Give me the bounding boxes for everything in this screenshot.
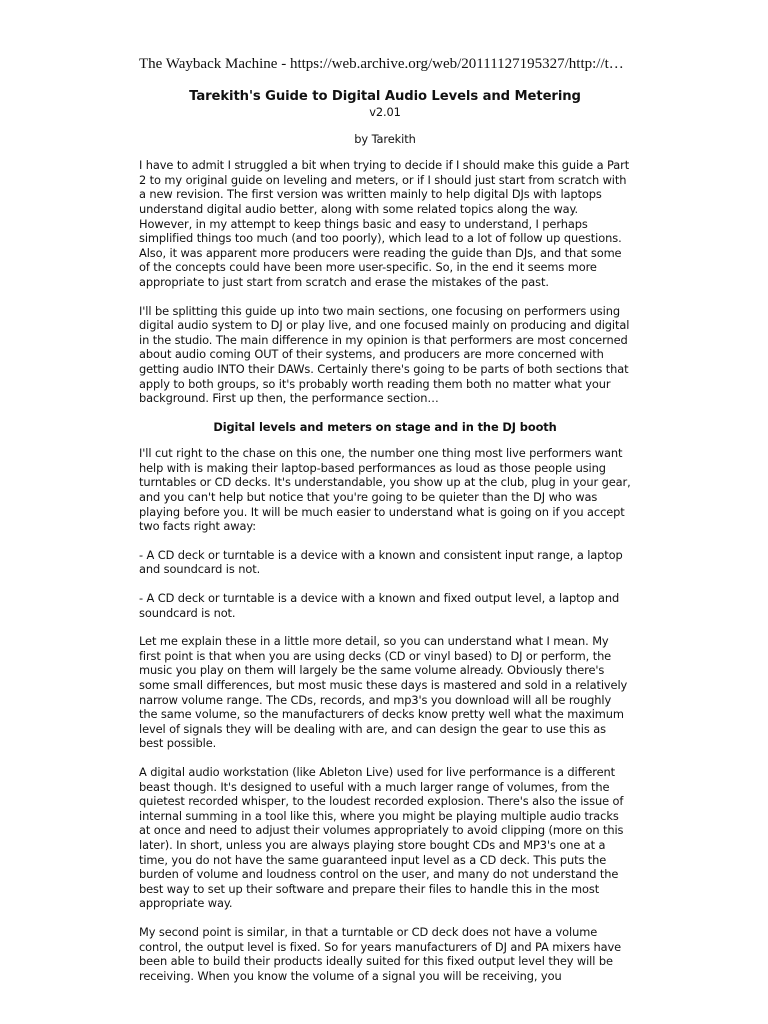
document-version: v2.01 <box>369 105 401 119</box>
section-paragraph: Let me explain these in a little more detail, so you can understand what I mean. My first point is that when you are using decks (CD or vinyl based) to DJ or perform, the music you play on them will largely be the same volume already. Obviously there's some small differences, but most music these days is mastered and sold in a relatively narrow volume range. The CDs, records, and mp3's you download will all be roughly the same volume, so the manufacturers of decks know pretty well what the maximum level of signals they will be dealing with are, and can design the gear to use this as best possible. <box>139 634 628 751</box>
intro-paragraph: I'll be splitting this guide up into two main sections, one focusing on performers using digital audio system to DJ or play live, and one focused mainly on producing and digital in the studio. The main difference in my opinion is that performers are most concerned about audio coming OUT of their systems, and producers are more concerned with getting audio INTO their DAWs. Certainly there's going to be parts of both sections that apply to both groups, so it's probably worth reading them both no matter what your background. First up then, the performance section… <box>139 303 630 406</box>
document-title: Tarekith's Guide to Digital Audio Levels and Metering <box>189 89 581 104</box>
section-paragraph: - A CD deck or turntable is a device with a known and consistent input range, a laptop and soundcard is not. <box>139 547 623 577</box>
section-heading: Digital levels and meters on stage and in the DJ booth <box>213 419 557 434</box>
section-paragraph: I'll cut right to the chase on this one, the number one thing most live performers want help with is making their laptop-based performances as loud as those people using turntables or CD decks. It's understandable, you show up at the club, plug in your gear, and you can't help but notice that you're going to be quieter than the DJ who was playing before you. It will be much easier to understand what is going on if you accept two facts right away: <box>139 446 631 534</box>
section-paragraph: A digital audio workstation (like Ableton Live) used for live performance is a different beast though. It's designed to useful with a much larger range of volumes, from the quietest recorded whisper, to the loudest recorded explosion. There's also the issue of internal summing in a tool like this, where you might be playing multiple audio tracks at once and need to adjust their volumes appropriately to avoid clipping (more on this later). In short, unless you are always playing store bought CDs and MP3's one at a time, you do not have the same guaranteed input level as a CD deck. This puts the burden of volume and loudness control on the user, and many do not understand the best way to set up their software and prepare their files to handle this in the most appropriate way. <box>139 764 624 911</box>
section-paragraph: - A CD deck or turntable is a device with a known and fixed output level, a laptop and soundcard is not. <box>139 591 620 620</box>
section-paragraph: My second point is similar, in that a turntable or CD deck does not have a volume control, the output level is fixed. So for years manufacturers of DJ and PA mixers have been able to build their products ideally suited for this fixed output level they will be receiving. When you know the volume of a signal you will be receiving, you <box>139 924 622 983</box>
document-body <box>139 88 631 997</box>
document-author: by Tarekith <box>354 131 416 146</box>
intro-paragraph: I have to admit I struggled a bit when trying to decide if I should make this guide a Part 2 to my original guide on leveling and meters, or if I should just start from scratch with a new revision. The first version was written mainly to help digital DJs with laptops understand digital audio better, along with some related topics along the way. However, in my attempt to keep things basic and easy to understand, I perhaps simplified things too much (and too poorly), which lead to a lot of follow up questions. Also, it was apparent more producers were reading the guide than DJs, and that some of the concepts could have been more user-specific. So, in the end it seems more appropriate to just start from scratch and erase the mistakes of the past. <box>139 158 630 289</box>
wayback-header: The Wayback Machine - https://web.archive.org/web/20111127195327/http://t… <box>139 56 624 72</box>
